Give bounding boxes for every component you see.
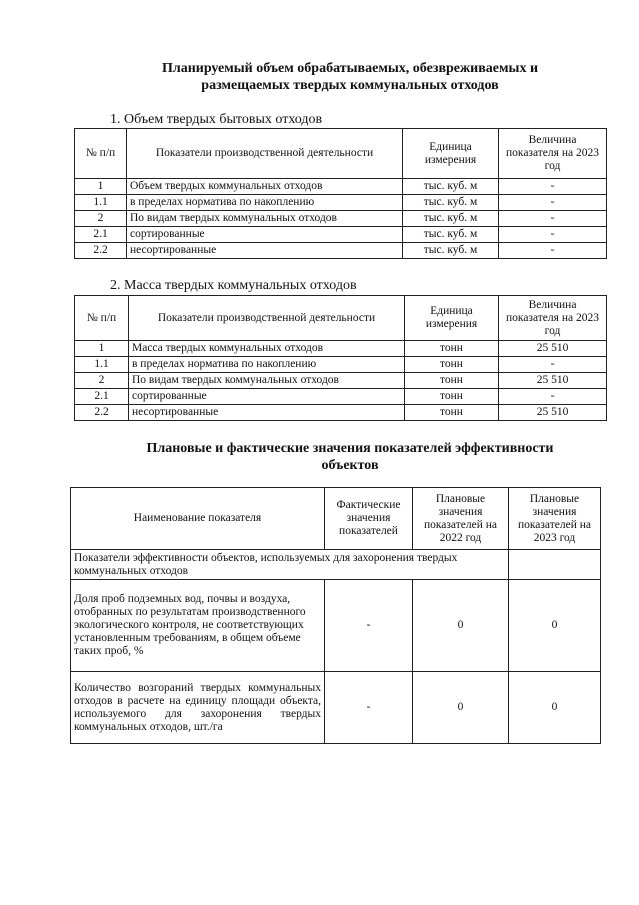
efficiency-title xyxy=(90,440,610,474)
table-row xyxy=(75,405,607,421)
row-value: - xyxy=(499,357,607,373)
row-value: 25 510 xyxy=(499,341,607,357)
row-value: 25 510 xyxy=(499,405,607,421)
row-plan-2022: 0 xyxy=(413,672,509,744)
row-num: 2 xyxy=(75,211,127,227)
table-row xyxy=(75,389,607,405)
row-unit: тонн xyxy=(405,341,499,357)
row-value: 25 510 xyxy=(499,373,607,389)
row-indicator: Масса твердых коммунальных отходов xyxy=(129,341,405,357)
table-row xyxy=(75,195,607,211)
row-actual: - xyxy=(325,580,413,672)
row-indicator: несортированные xyxy=(129,405,405,421)
row-num: 1 xyxy=(75,341,129,357)
document-title-line2: размещаемых твердых коммунальных отходов xyxy=(201,78,499,93)
table-row xyxy=(71,672,601,744)
row-indicator: в пределах норматива по накоплению xyxy=(129,357,405,373)
row-unit: тыс. куб. м xyxy=(403,227,499,243)
efficiency-title-line1: Плановые и фактические значения показателей эффективности xyxy=(146,441,554,456)
row-indicator: в пределах норматива по накоплению xyxy=(127,195,403,211)
row-unit: тыс. куб. м xyxy=(403,195,499,211)
row-unit: тыс. куб. м xyxy=(403,243,499,259)
mass-header-num: № п/п xyxy=(75,296,129,341)
row-num: 2.1 xyxy=(75,389,129,405)
row-plan-2022: 0 xyxy=(413,580,509,672)
mass-header-unit: Единица измерения xyxy=(405,296,499,341)
table-row xyxy=(75,179,607,195)
row-value: - xyxy=(499,389,607,405)
row-num: 2 xyxy=(75,373,129,389)
efficiency-header-name: Наименование показателя xyxy=(71,488,325,550)
section1-title: 1. Объем твердых бытовых отходов xyxy=(110,112,323,127)
volume-table xyxy=(74,128,607,259)
efficiency-title-line2: объектов xyxy=(321,458,379,473)
row-unit: тонн xyxy=(405,405,499,421)
row-indicator: сортированные xyxy=(129,389,405,405)
efficiency-header-actual: Фактические значения показателей xyxy=(325,488,413,550)
row-unit: тонн xyxy=(405,357,499,373)
row-indicator: несортированные xyxy=(127,243,403,259)
mass-header-value: Величина показателя на 2023 год xyxy=(499,296,607,341)
document-title xyxy=(90,60,610,94)
row-indicator: По видам твердых коммунальных отходов xyxy=(129,373,405,389)
row-indicator-name: Количество возгораний твердых коммунальных отходов в расчете на единицу площади объекта, используемого для захоронения твердых коммунальных отходов, шт./га xyxy=(71,672,325,744)
row-num: 1.1 xyxy=(75,357,129,373)
document-title-line1: Планируемый объем обрабатываемых, обезвреживаемых и xyxy=(161,61,539,76)
row-num: 1.1 xyxy=(75,195,127,211)
table-row xyxy=(75,357,607,373)
mass-table xyxy=(74,295,607,421)
table-row xyxy=(75,211,607,227)
mass-header-indicator: Показатели производственной деятельности xyxy=(129,296,405,341)
row-indicator: Объем твердых коммунальных отходов xyxy=(127,179,403,195)
row-actual: - xyxy=(325,672,413,744)
row-value: - xyxy=(499,179,607,195)
row-indicator: По видам твердых коммунальных отходов xyxy=(127,211,403,227)
volume-header-value: Величина показателя на 2023 год xyxy=(499,129,607,179)
table-row xyxy=(75,243,607,259)
volume-header-indicator: Показатели производственной деятельности xyxy=(127,129,403,179)
table-row xyxy=(75,227,607,243)
row-num: 1 xyxy=(75,179,127,195)
row-indicator-name: Доля проб подземных вод, почвы и воздуха, отобранных по результатам производственного экологического контроля, не соответствующих установленным требованиям, в общем объеме таких проб, % xyxy=(71,580,325,672)
volume-header-unit: Единица измерения xyxy=(403,129,499,179)
row-plan-2023: 0 xyxy=(509,580,601,672)
row-unit: тонн xyxy=(405,389,499,405)
efficiency-header-plan-2022: Плановые значения показателей на 2022 год xyxy=(413,488,509,550)
row-value: - xyxy=(499,195,607,211)
row-value: - xyxy=(499,211,607,227)
row-unit: тонн xyxy=(405,373,499,389)
row-value: - xyxy=(499,243,607,259)
row-num: 2.2 xyxy=(75,243,127,259)
table-row xyxy=(75,373,607,389)
row-num: 2.1 xyxy=(75,227,127,243)
row-indicator: сортированные xyxy=(127,227,403,243)
row-unit: тыс. куб. м xyxy=(403,179,499,195)
row-num: 2.2 xyxy=(75,405,129,421)
table-row xyxy=(75,341,607,357)
efficiency-header-plan-2023: Плановые значения показателей на 2023 год xyxy=(509,488,601,550)
section2-title: 2. Масса твердых коммунальных отходов xyxy=(110,278,357,293)
row-unit: тыс. куб. м xyxy=(403,211,499,227)
row-value: - xyxy=(499,227,607,243)
volume-header-num: № п/п xyxy=(75,129,127,179)
row-plan-2023: 0 xyxy=(509,672,601,744)
efficiency-table xyxy=(70,487,601,744)
table-row xyxy=(71,580,601,672)
group-row-label: Показатели эффективности объектов, используемых для захоронения твердых коммунальных отходов xyxy=(71,550,509,580)
table-group-row xyxy=(71,550,601,580)
group-row-empty-cell xyxy=(509,550,601,580)
